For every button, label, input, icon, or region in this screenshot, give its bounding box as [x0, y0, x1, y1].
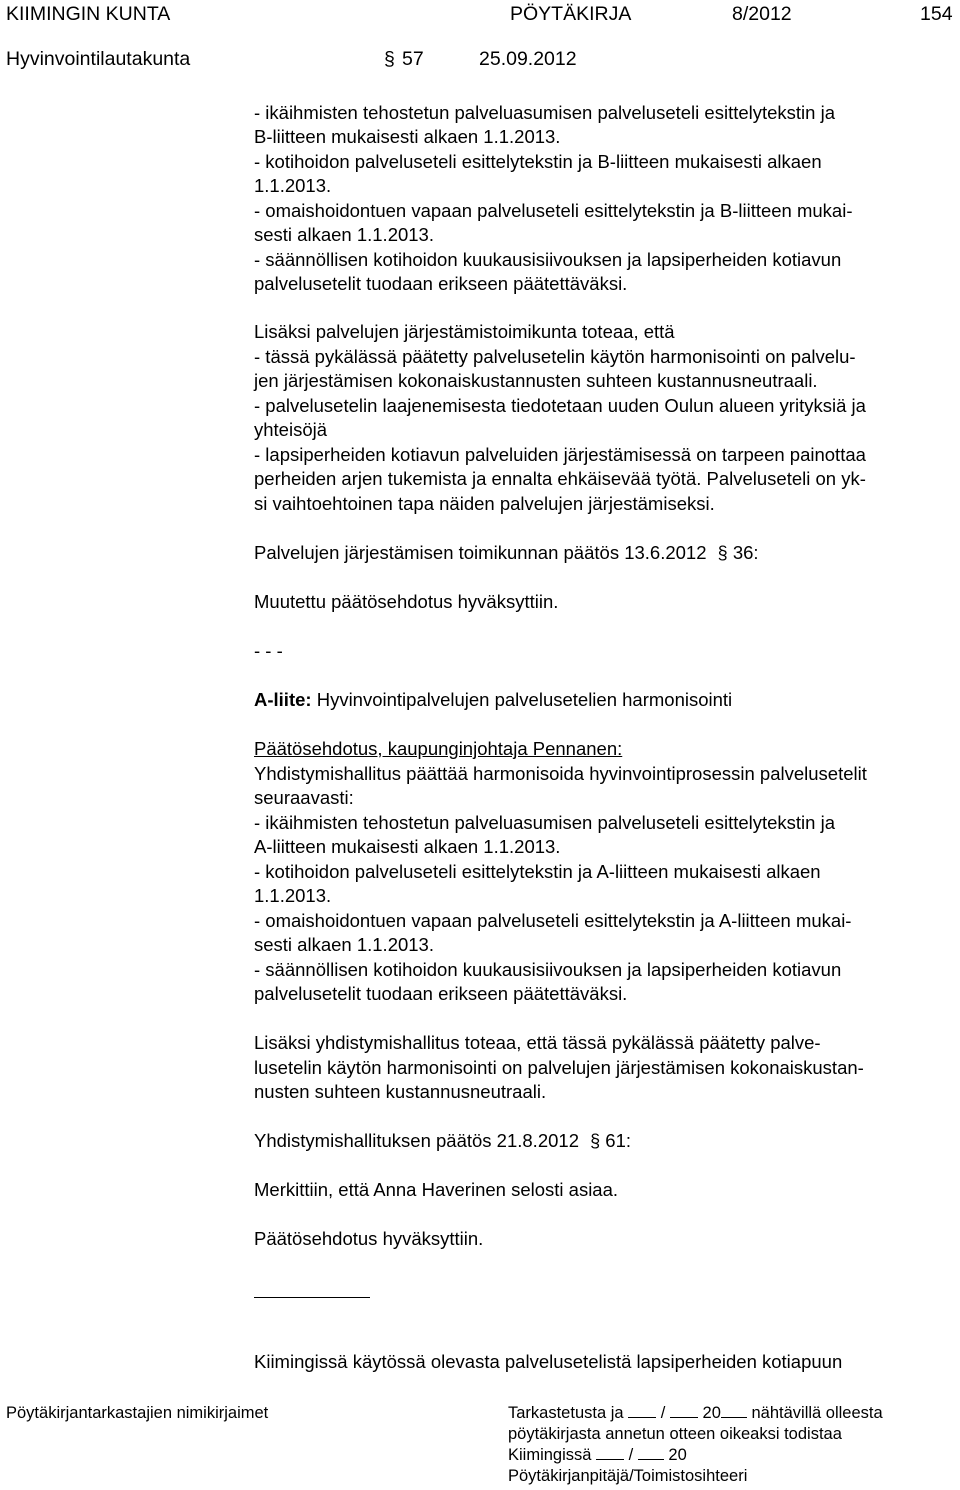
board-section-sign: § [590, 1131, 601, 1151]
horizontal-rule [254, 1297, 370, 1298]
text-line: palvelusetelit tuodaan erikseen päätettäväksi. [254, 983, 628, 1004]
committee-decision-heading [254, 541, 759, 565]
text-line: Kiimingissä käytössä olevasta palvelusetelistä lapsiperheiden kotiapuun [254, 1351, 843, 1372]
separator-dashes: - - - [254, 640, 283, 661]
text-line: nusten suhteen kustannusneutraali. [254, 1081, 547, 1102]
text-line: - lapsiperheiden kotiavun palveluiden järjestämisessä on tarpeen painottaa [254, 444, 866, 465]
text-line: jen järjestämisen kokonaiskustannusten suhteen kustannusneutraali. [254, 370, 818, 391]
inspected-suffix: nähtävillä olleesta [751, 1404, 883, 1422]
text-line: Lisäksi yhdistymishallitus toteaa, että tässä pykälässä päätetty palve- [254, 1032, 821, 1053]
inspected-prefix: Tarkastetusta ja [508, 1404, 624, 1422]
committee-section-sign: § [717, 543, 728, 563]
place-date-slash: / [628, 1446, 634, 1464]
text-line: sesti alkaen 1.1.2013. [254, 934, 434, 955]
document-number: 8/2012 [732, 3, 792, 25]
excerpt-line: pöytäkirjasta annetun otteen oikeaksi todistaa [508, 1425, 842, 1443]
text-line: si vaihtoehtoinen tapa näiden palvelujen järjestämiseksi. [254, 493, 715, 514]
board-decision-label: Yhdistymishallituksen päätös 21.8.2012 [254, 1130, 579, 1151]
text-line: - kotihoidon palveluseteli esittelytekstin ja A-liitteen mukaisesti alkaen [254, 861, 821, 882]
inspection-line [508, 1403, 883, 1423]
text-line: Merkittiin, että Anna Haverinen selosti asiaa. [254, 1179, 619, 1200]
date-slash: / [660, 1404, 666, 1422]
text-line: Muutettu päätösehdotus hyväksyttiin. [254, 591, 559, 612]
municipality-name: KIIMINGIN KUNTA [6, 3, 171, 25]
text-line: - ikäihmisten tehostetun palveluasumisen palveluseteli esittelytekstin ja [254, 102, 835, 123]
place-year-prefix: 20 [668, 1446, 687, 1464]
text-line: B-liitteen mukaisesti alkaen 1.1.2013. [254, 126, 561, 147]
day-blank [628, 1403, 656, 1418]
signatures-label: Pöytäkirjantarkastajien nimikirjaimet [6, 1404, 269, 1422]
page-number: 154 [920, 3, 953, 25]
text-line: Yhdistymishallitus päättää harmonisoida hyvinvointiprosessin palvelusetelit [254, 763, 867, 784]
month-blank [670, 1403, 698, 1418]
place-day-blank [596, 1445, 624, 1460]
text-line: A-liitteen mukaisesti alkaen 1.1.2013. [254, 836, 561, 857]
text-line: perheiden arjen tukemista ja ennalta ehkäisevää työtä. Palveluseteli on yk- [254, 468, 866, 489]
text-line: palvelusetelit tuodaan erikseen päätettäväksi. [254, 273, 628, 294]
year-blank [721, 1403, 747, 1418]
meeting-date: 25.09.2012 [479, 48, 577, 70]
text-line: 1.1.2013. [254, 175, 332, 196]
place-name: Kiimingissä [508, 1446, 592, 1464]
board-decision-heading [254, 1129, 631, 1153]
attachment-label: A-liite: [254, 689, 312, 710]
body-name: Hyvinvointilautakunta [6, 48, 191, 70]
document-type: PÖYTÄKIRJA [510, 3, 632, 25]
text-line: - omaishoidontuen vapaan palveluseteli esittelytekstin ja A-liitteen mukai- [254, 910, 852, 931]
text-line: - ikäihmisten tehostetun palveluasumisen palveluseteli esittelytekstin ja [254, 812, 835, 833]
text-line: Päätösehdotus hyväksyttiin. [254, 1228, 484, 1249]
text-line: 1.1.2013. [254, 885, 332, 906]
text-line: - säännöllisen kotihoidon kuukausisiivouksen ja lapsiperheiden kotiavun [254, 249, 842, 270]
text-line: lusetelin käytön harmonisointi on palvelujen järjestämisen kokonaiskustan- [254, 1057, 864, 1078]
proposal-heading: Päätösehdotus, kaupunginjohtaja Pennanen: [254, 738, 623, 759]
text-line: Lisäksi palvelujen järjestämistoimikunta toteaa, että [254, 321, 675, 342]
year-prefix: 20 [702, 1404, 721, 1422]
text-line: sesti alkaen 1.1.2013. [254, 224, 434, 245]
text-line: - palvelusetelin laajenemisesta tiedotetaan uuden Oulun alueen yrityksiä ja [254, 395, 866, 416]
text-line: yhteisöjä [254, 419, 328, 440]
section-sign: § [384, 48, 395, 70]
text-line: - tässä pykälässä päätetty palvelusetelin käytön harmonisointi on palvelu- [254, 346, 856, 367]
text-line: - kotihoidon palveluseteli esittelytekstin ja B-liitteen mukaisesti alkaen [254, 151, 822, 172]
text-line: - omaishoidontuen vapaan palveluseteli esittelytekstin ja B-liitteen mukai- [254, 200, 853, 221]
place-date-line [508, 1445, 687, 1465]
attachment-title: Hyvinvointipalvelujen palvelusetelien harmonisointi [316, 689, 733, 710]
text-line: - säännöllisen kotihoidon kuukausisiivouksen ja lapsiperheiden kotiavun [254, 959, 842, 980]
secretary-title: Pöytäkirjanpitäjä/Toimistosihteeri [508, 1467, 748, 1485]
board-section-number: 61: [605, 1130, 631, 1151]
attachment-heading [254, 688, 732, 712]
place-month-blank [638, 1445, 664, 1460]
committee-section-number: 36: [732, 542, 759, 563]
section-number: 57 [402, 48, 424, 70]
text-line: seuraavasti: [254, 787, 354, 808]
committee-decision-label: Palvelujen järjestämisen toimikunnan päätös 13.6.2012 [254, 542, 707, 563]
